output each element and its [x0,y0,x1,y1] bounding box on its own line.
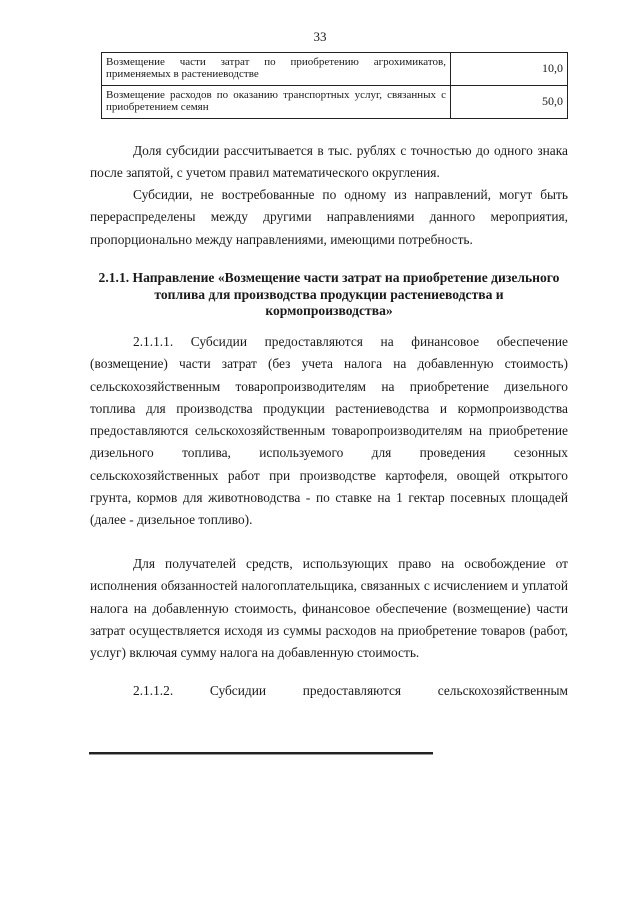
table-cell-value: 10,0 [451,53,568,86]
section-heading: 2.1.1. Направление «Возмещение части затрат на приобретение дизельного топлива для производства продукции растениеводства и кормопроизводства» [98,270,560,318]
table-cell-description: Возмещение части затрат по приобретению агрохимикатов, применяемых в растениеводстве [102,53,451,86]
footer-rule [89,752,433,754]
paragraph-vat-exemption: Для получателей средств, использующих право на освобождение от исполнения обязанностей налогоплательщика, связанных с исчислением и уплатой налога на добавленную стоимость, финансовое обеспечение (возмещение) части затрат осуществляется исходя из суммы расходов на приобретение товаров (работ, услуг) включая сумму налога на добавленную стоимость. [90,556,568,661]
table-row [102,53,568,86]
table-cell-value: 50,0 [451,86,568,119]
table-row [102,86,568,119]
page-number: 33 [313,29,327,44]
paragraph-2-1-1-2: 2.1.1.2. Субсидии предоставляются сельскохозяйственным [133,683,568,698]
table-cell-description: Возмещение расходов по оказанию транспортных услуг, связанных с приобретением семян [102,86,451,119]
subsidy-rates-table [101,52,568,119]
paragraph-redistribution: Субсидии, не востребованные по одному из направлений, могут быть перераспределены между другими направлениями данного мероприятия, пропорционально между направлениями, имеющими потребность. [90,187,568,247]
paragraph-2-1-1-1: 2.1.1.1. Субсидии предоставляются на финансовое обеспечение (возмещение) части затрат (без учета налога на добавленную стоимость) сельскохозяйственным товаропроизводителям на приобретение дизельного топлива для производства продукции растениеводства и кормопроизводства предоставляются сельскохозяйственным товаропроизводителям на приобретение дизельного топлива, используемого для проведения сезонных сельскохозяйственных работ при производстве картофеля, овощей открытого грунта, кормов для животноводства - по ставке на 1 гектар посевных площадей (далее - дизельное топливо). [90,334,568,528]
paragraph-rounding: Доля субсидии рассчитывается в тыс. рублях с точностью до одного знака после запятой, с учетом правил математического округления. [90,143,568,181]
